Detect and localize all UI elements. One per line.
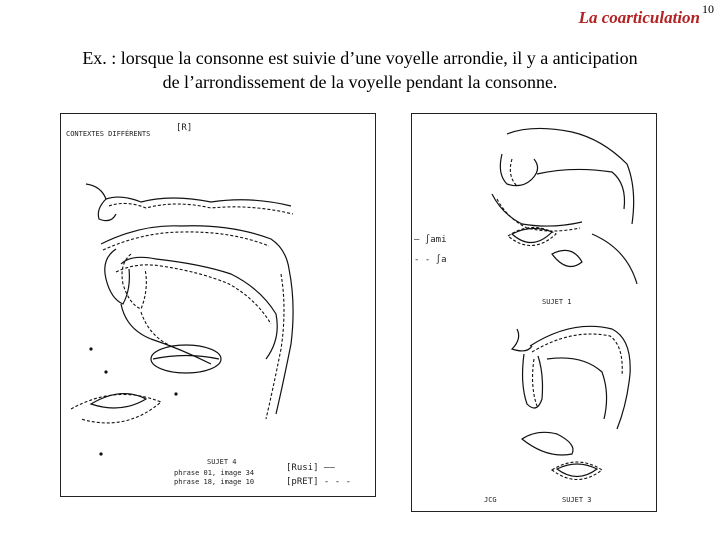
body-text: [20, 46, 700, 94]
body-text-line-1: Ex. : lorsque la consonne est suivie d’une voyelle arrondie, il y a anticipation: [82, 48, 638, 68]
page-number: 10: [702, 2, 714, 16]
left-figure-legend-1: [Rusi] ——: [286, 463, 335, 473]
right-figure-legend-2: - - ∫a: [414, 255, 447, 265]
right-figure-subject-2: SUJET 3: [562, 496, 592, 504]
left-figure-heading: CONTEXTES DIFFÉRENTS: [66, 130, 151, 138]
right-figure: [411, 113, 657, 512]
left-figure-legend-2: [pRET] - - -: [286, 477, 352, 487]
vocal-tract-subject-1: [492, 128, 637, 284]
left-figure-drawing: [61, 114, 375, 496]
vocal-tract-subject-3: [512, 326, 630, 479]
left-figure-caption-2: phrase 18, image 10: [174, 478, 255, 486]
left-figure-subject: SUJET 4: [207, 458, 237, 466]
right-figure-drawing: [412, 114, 656, 511]
right-figure-subject-1: SUJET 1: [542, 298, 572, 306]
slide-title: La coarticulation: [578, 8, 700, 27]
left-figure-caption-1: phrase 01, image 34: [174, 469, 255, 477]
vocal-tract-sagittal: [71, 184, 293, 456]
left-figure: [60, 113, 376, 497]
right-figure-signature: JCG: [484, 496, 497, 504]
body-text-line-2: de l’arrondissement de la voyelle pendant la consonne.: [162, 72, 558, 92]
right-figure-legend-1: — ∫ami: [414, 235, 447, 245]
left-figure-phoneme: [R]: [176, 123, 193, 133]
